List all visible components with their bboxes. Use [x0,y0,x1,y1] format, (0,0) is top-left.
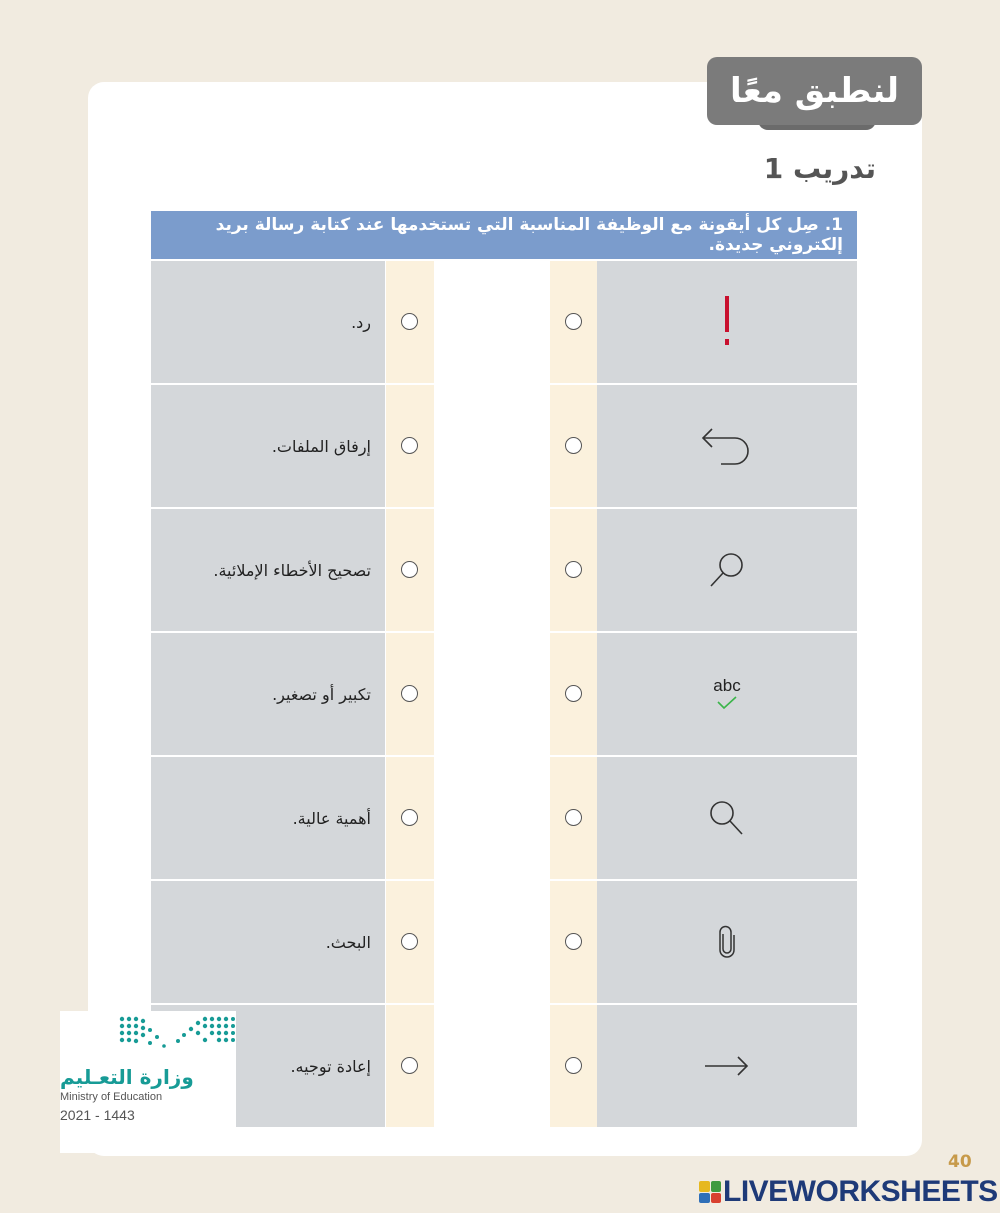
icon-radio[interactable] [565,437,582,454]
liveworksheets-logo-icon [699,1181,721,1203]
exercise-title: تدريب 1 [763,152,876,185]
function-radio[interactable] [401,809,418,826]
answer-strip [550,757,598,879]
icon-cell [597,509,857,631]
spell-check-label: abc [713,676,741,695]
function-cell [151,509,385,631]
answer-strip [386,881,434,1003]
icon-cell [597,1005,857,1127]
answer-strip [386,261,434,383]
function-cell [151,633,385,755]
function-radio[interactable] [401,313,418,330]
function-label: البحث. [325,932,371,952]
answer-strip [550,509,598,631]
icon-cell [597,385,857,507]
icon-radio[interactable] [565,1057,582,1074]
liveworksheets-brand[interactable] [699,1175,998,1209]
exclamation-icon [717,292,737,352]
function-cell [151,881,385,1003]
icon-radio[interactable] [565,809,582,826]
answer-strip [386,509,434,631]
function-cell [151,261,385,383]
answer-strip [386,1005,434,1127]
function-label: رد. [351,312,371,332]
exercise-instruction: 1. صِل كل أيقونة مع الوظيفة المناسبة التي تستخدمها عند كتابة رسالة بريد إلكتروني جديدة. [151,211,857,259]
function-cell [151,757,385,879]
function-radio[interactable] [401,933,418,950]
answer-strip [550,1005,598,1127]
icon-cell [597,881,857,1003]
icon-radio[interactable] [565,685,582,702]
ministry-year: 2021 - 1443 [60,1107,135,1123]
page-number: 40 [948,1152,972,1172]
icon-cell [597,633,857,755]
ministry-dots-icon [116,1013,236,1055]
answer-strip [386,385,434,507]
icon-radio[interactable] [565,313,582,330]
function-cell [151,385,385,507]
function-label: أهمية عالية. [292,808,371,828]
ministry-logo [60,1011,236,1153]
paperclip-icon [717,925,737,959]
function-label: تكبير أو تصغير. [272,684,371,704]
zoom-icon [705,548,749,592]
icon-radio[interactable] [565,561,582,578]
function-radio[interactable] [401,437,418,454]
search-icon [705,796,749,840]
function-label: إعادة توجيه. [290,1056,371,1076]
function-radio[interactable] [401,561,418,578]
reply-arrow-icon [697,424,757,468]
answer-strip [386,757,434,879]
answer-strip [550,261,598,383]
function-label: إرفاق الملفات. [271,436,371,456]
forward-arrow-icon [701,1054,753,1078]
icon-cell [597,757,857,879]
function-label: تصحيح الأخطاء الإملائية. [213,560,371,580]
icon-cell [597,261,857,383]
answer-strip [386,633,434,755]
ministry-name-english: Ministry of Education [60,1091,163,1103]
check-icon [716,695,738,711]
function-radio[interactable] [401,1057,418,1074]
section-tab: لنطبق معًا [707,57,922,125]
answer-strip [550,881,598,1003]
brand-text: LIVEWORKSHEETS [723,1175,998,1208]
spell-check-icon [713,677,740,711]
ministry-name-arabic: وزارة التعـليم [60,1065,194,1089]
answer-strip [550,633,598,755]
function-radio[interactable] [401,685,418,702]
answer-strip [550,385,598,507]
icon-radio[interactable] [565,933,582,950]
